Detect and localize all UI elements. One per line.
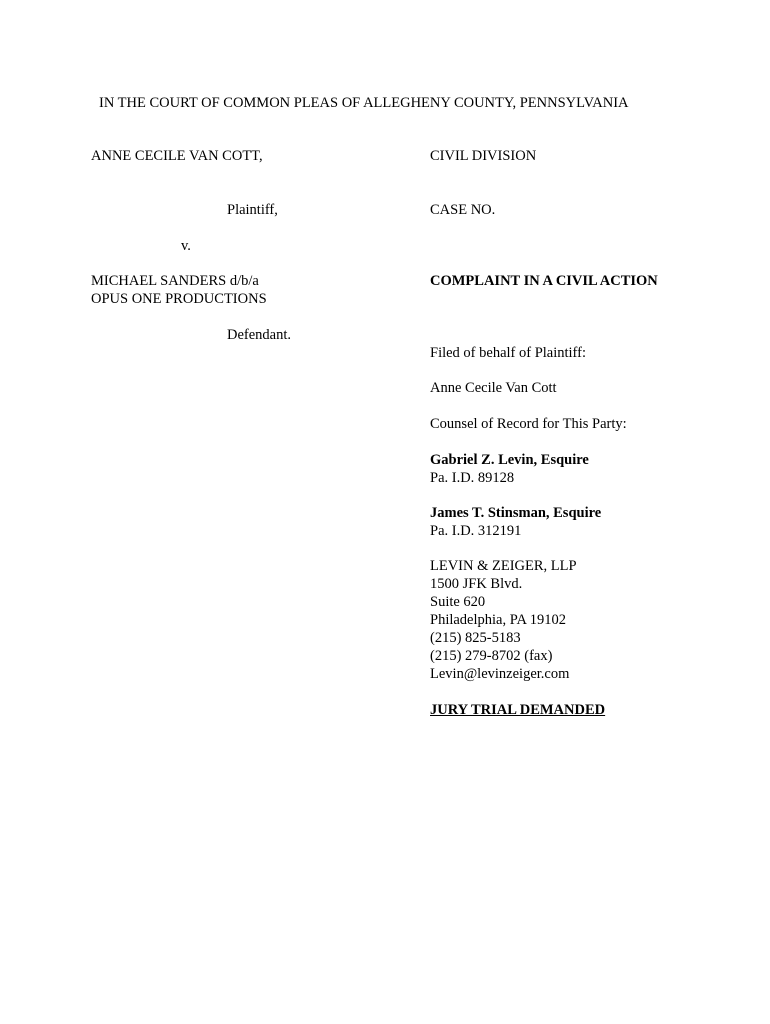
case-number-label: CASE NO. [430, 202, 496, 218]
firm-fax: (215) 279-8702 (fax) [430, 648, 553, 664]
firm-address-line-2: Suite 620 [430, 594, 486, 610]
firm-email: Levin@levinzeiger.com [430, 666, 570, 682]
counsel-label: Counsel of Record for This Party: [430, 416, 627, 432]
plaintiff-role: Plaintiff, [227, 202, 278, 218]
firm-address-block [430, 557, 577, 683]
filed-on-behalf: Filed of behalf of Plaintiff: [430, 345, 586, 361]
court-header: IN THE COURT OF COMMON PLEAS OF ALLEGHENY COUNTY, PENNSYLVANIA [99, 95, 629, 111]
plaintiff-name: ANNE CECILE VAN COTT, [91, 148, 263, 164]
civil-division: CIVIL DIVISION [430, 148, 537, 164]
defendant-name [91, 272, 267, 308]
attorney-2-id: Pa. I.D. 312191 [430, 523, 522, 539]
attorney-1-name: Gabriel Z. Levin, Esquire [430, 452, 589, 468]
firm-address-line-1: 1500 JFK Blvd. [430, 576, 523, 592]
defendant-line-2: OPUS ONE PRODUCTIONS [91, 291, 267, 307]
attorney-1 [430, 451, 589, 487]
firm-phone: (215) 825-5183 [430, 630, 521, 646]
attorney-1-id: Pa. I.D. 89128 [430, 470, 515, 486]
attorney-2-name: James T. Stinsman, Esquire [430, 505, 602, 521]
complaint-title: COMPLAINT IN A CIVIL ACTION [430, 273, 658, 289]
firm-name: LEVIN & ZEIGER, LLP [430, 558, 577, 574]
jury-trial-demanded: JURY TRIAL DEMANDED [430, 702, 606, 718]
defendant-role: Defendant. [227, 327, 292, 343]
versus-label: v. [181, 238, 191, 254]
attorney-2 [430, 504, 601, 540]
defendant-line-1: MICHAEL SANDERS d/b/a [91, 273, 259, 289]
party-name: Anne Cecile Van Cott [430, 380, 557, 396]
firm-city: Philadelphia, PA 19102 [430, 612, 567, 628]
